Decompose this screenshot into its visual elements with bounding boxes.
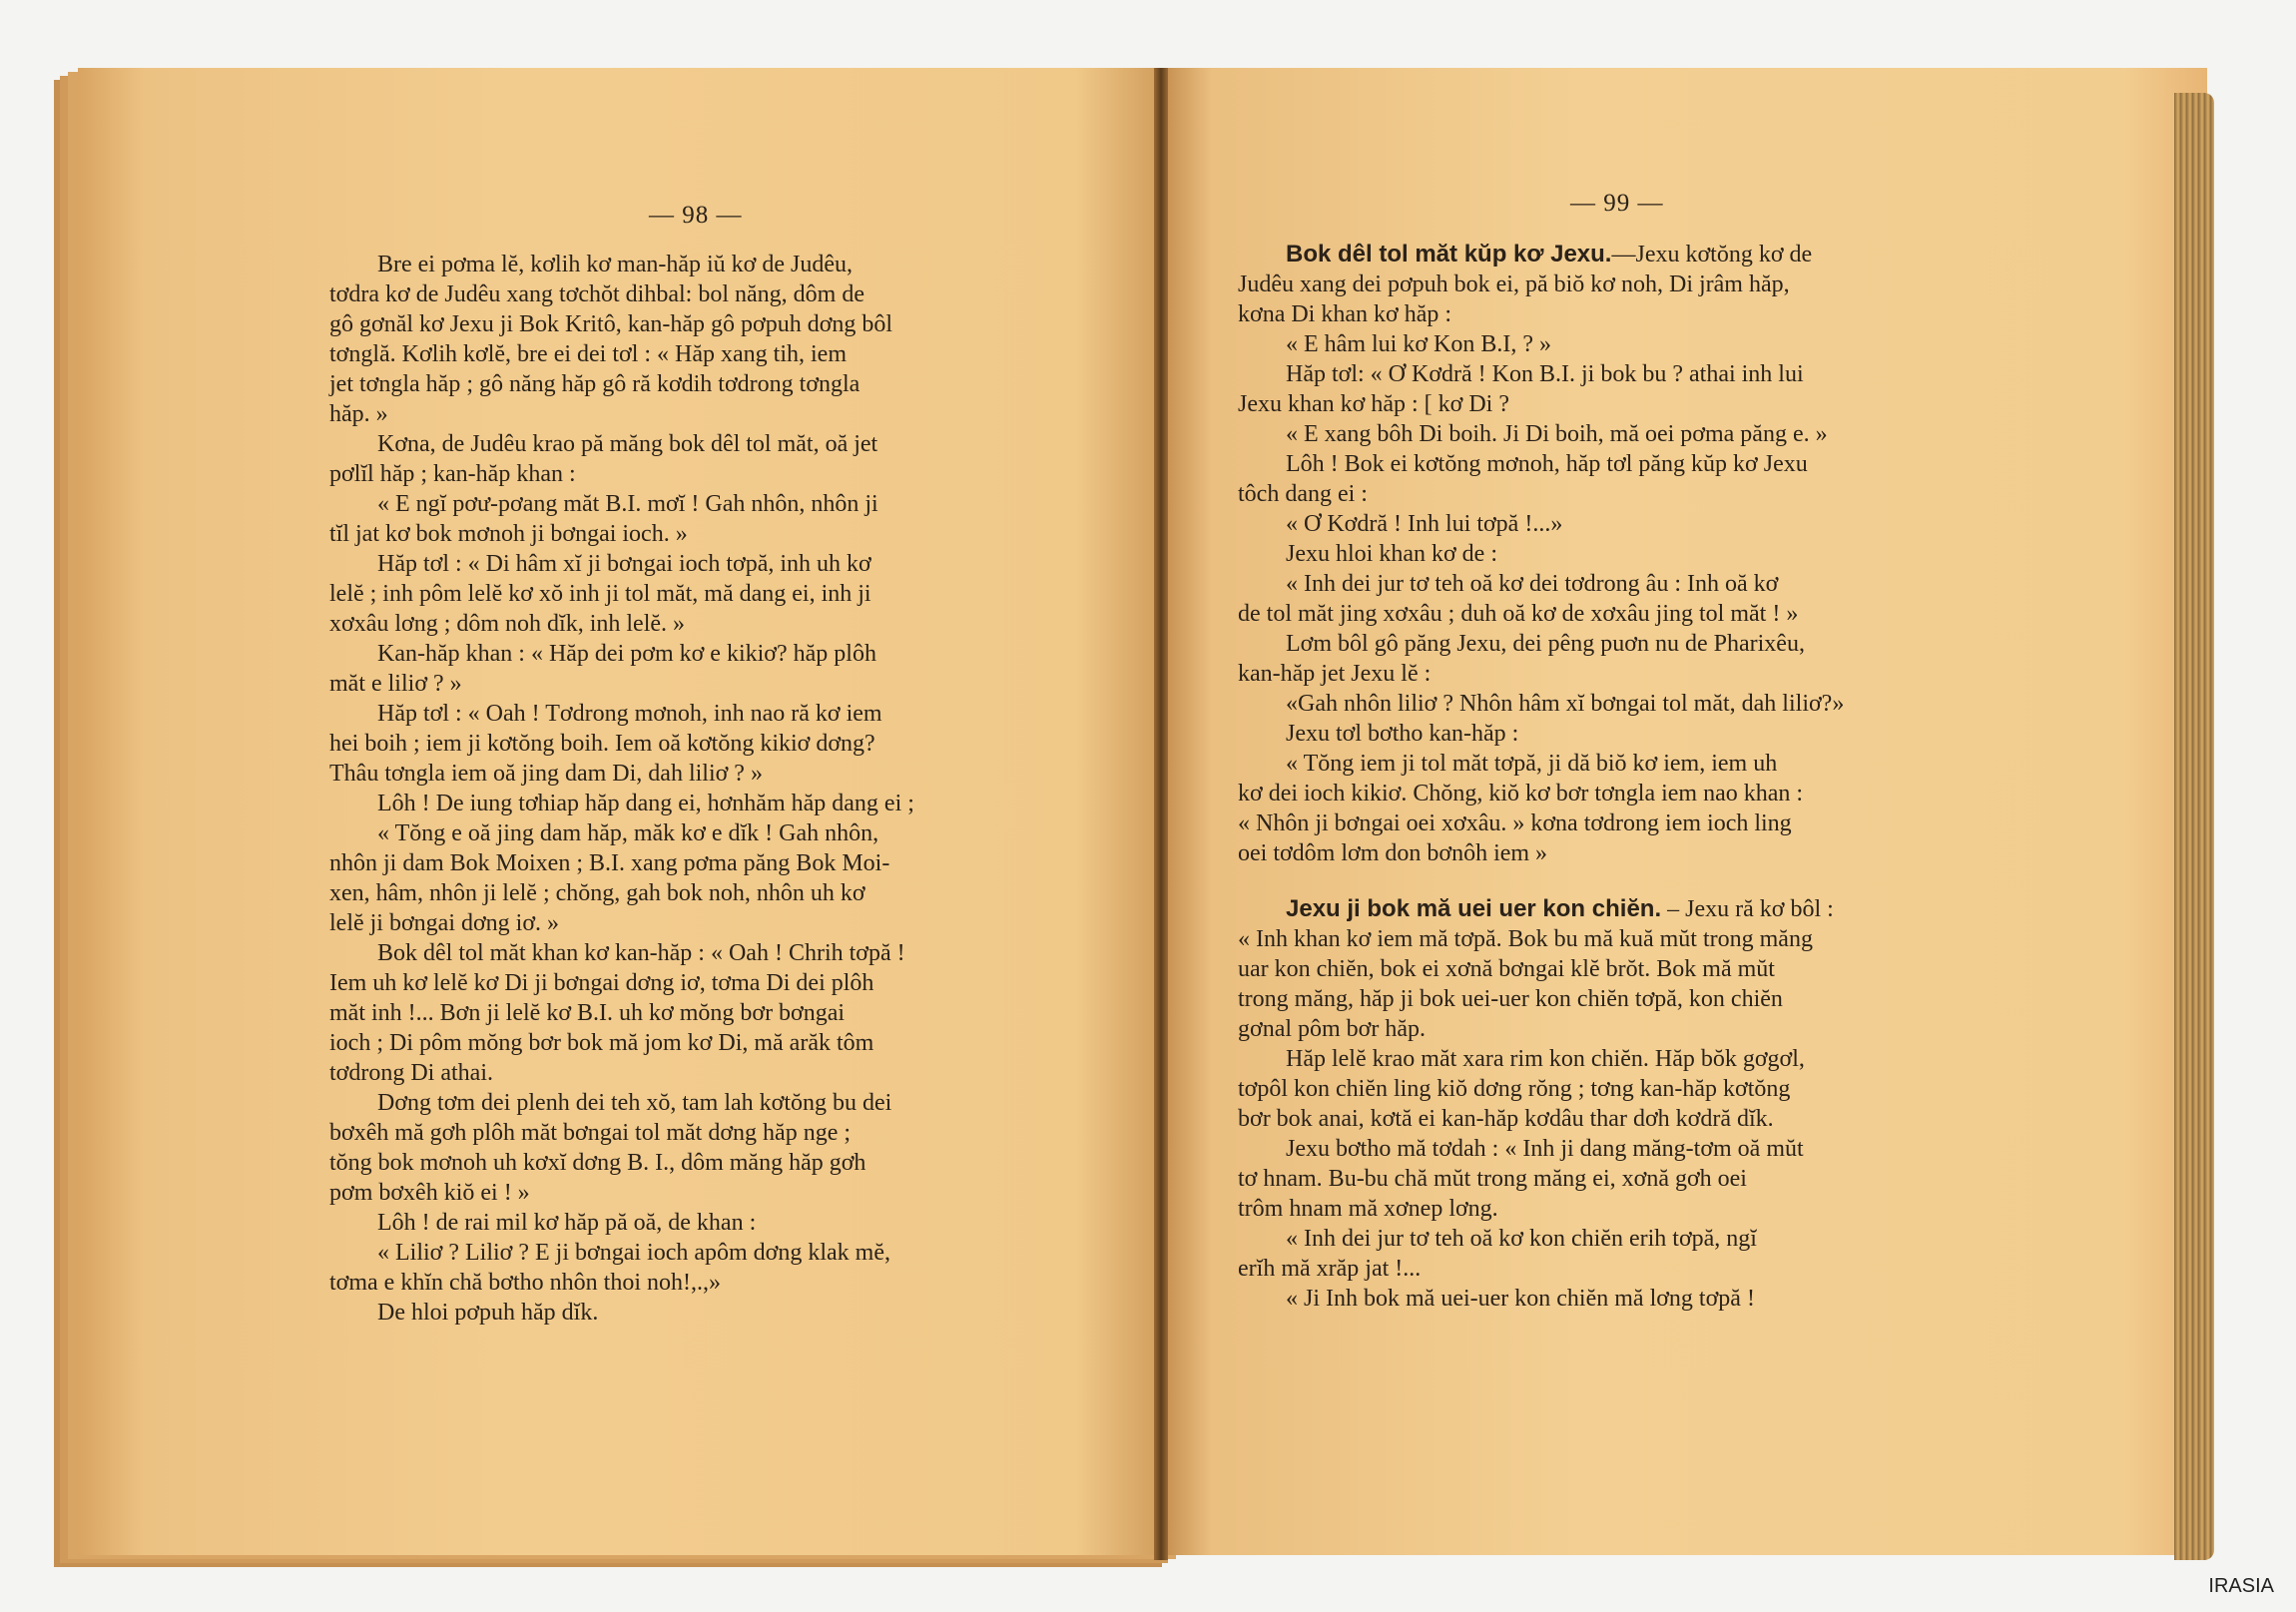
section-paragraph-1 <box>1238 240 1952 269</box>
section-gap <box>1238 868 1952 894</box>
text-line: tơdrong Di athai. <box>329 1060 493 1086</box>
left-page-number: — 98 — <box>649 202 743 229</box>
text-line: ioch ; Di pôm mŏng bơr bok mă jom kơ Di, mă arăk tôm <box>329 1030 874 1056</box>
left-page-text <box>329 250 1043 1328</box>
text-line: lelĕ ; inh pôm lelĕ kơ xŏ inh ji tol măt, mă dang ei, inh ji <box>329 581 871 607</box>
text-line: bơxêh mă gơh plôh măt bơngai tol măt dơng hăp nge ; <box>329 1120 852 1146</box>
section-heading-2: Jexu ji bok mă uei uer kon chiĕn. <box>1286 895 1662 922</box>
section-paragraph-2 <box>1238 894 1952 924</box>
text-line: lelĕ ji bơngai dơng iơ. » <box>329 910 560 936</box>
text-line: trong măng, hăp ji bok uei-uer kon chiĕn tơpă, kon chiĕn <box>1238 986 1783 1012</box>
text-line: Kan-hăp khan : « Hăp dei pơm kơ e kikiơ? hăp plôh <box>377 641 876 667</box>
book-gutter <box>1154 68 1168 1560</box>
right-page-text <box>1238 240 1952 1314</box>
text-line: tơ hnam. Bu-bu chă mŭt trong măng ei, xơnă gơh oei <box>1238 1166 1747 1192</box>
text-line: Iem uh kơ lelĕ kơ Di ji bơngai dơng iơ, tơma Di dei plôh <box>329 970 874 996</box>
text-line: trôm hnam mă xơnep lơng. <box>1238 1196 1498 1222</box>
text-line: Hăp tơl : « Di hâm xĭ ji bơngai ioch tơpă, inh uh kơ <box>377 551 871 577</box>
text-line: —Jexu kơtŏng kơ de <box>1611 242 1813 268</box>
text-line: Lôh ! Bok ei kơtŏng mơnoh, hăp tơl păng kŭp kơ Jexu <box>1286 451 1808 477</box>
text-line: Hăp tơl : « Oah ! Tơdrong mơnoh, inh nao ră kơ iem <box>377 701 882 727</box>
text-line: De hloi pơpuh hăp dĭk. <box>377 1300 599 1326</box>
text-line: Jexu tơl bơtho kan-hăp : <box>1286 721 1519 747</box>
page-edges <box>2174 93 2214 1560</box>
text-line: Jexu bơtho mă tơdah : « Inh ji dang măng-tơm oă mŭt <box>1286 1136 1804 1162</box>
text-line: bơr bok anai, kơtă ei kan-hăp kơdâu thar dơh kơdră dĭk. <box>1238 1106 1774 1132</box>
text-line: pơm bơxêh kiŏ ei ! » <box>329 1180 530 1206</box>
text-line: măt e liliơ ? » <box>329 671 462 697</box>
text-line: tơpôl kon chiĕn ling kiŏ dơng rŏng ; tơng kan-hăp kơtŏng <box>1238 1076 1791 1102</box>
text-line: Hăp lelĕ krao măt xara rim kon chiĕn. Hăp bŏk gơgơl, <box>1286 1046 1805 1072</box>
text-line: Lôh ! De iung tơhiap hăp dang ei, hơnhăm hăp dang ei ; <box>377 791 914 816</box>
text-line: Hăp tơl: « Ơ Kơdră ! Kon B.I. ji bok bu ? athai inh lui <box>1286 361 1804 387</box>
text-line: « Nhôn ji bơngai oei xơxâu. » kơna tơdrong iem ioch ling <box>1238 810 1792 836</box>
text-line: jet tơngla hăp ; gô năng hăp gô ră kơdih tơdrong tơngla <box>329 371 861 397</box>
text-line: hei boih ; iem ji kơtŏng boih. Iem oă kơtŏng kikiơ dơng? <box>329 731 875 757</box>
text-line: pơlĭl hăp ; kan-hăp khan : <box>329 461 576 487</box>
text-line: kơ dei ioch kikiơ. Chŏng, kiŏ kơ bơr tơngla iem nao khan : <box>1238 781 1804 806</box>
text-line: tĭl jat kơ bok mơnoh ji bơngai ioch. » <box>329 521 688 547</box>
text-line: nhôn ji dam Bok Moixen ; B.I. xang pơma păng Bok Moi- <box>329 850 890 876</box>
text-line: kan-hăp jet Jexu lĕ : <box>1238 661 1432 687</box>
text-line: Bre ei pơma lĕ, kơlih kơ man-hăp iŭ kơ de Judêu, <box>377 252 853 277</box>
text-line: – Jexu ră kơ bôl : <box>1661 896 1834 922</box>
text-line: « Inh khan kơ iem mă tơpă. Bok bu mă kuă mŭt trong măng <box>1238 926 1813 952</box>
text-line: xơxâu lơng ; dôm noh dĭk, inh lelĕ. » <box>329 611 686 637</box>
text-line: Thâu tơngla iem oă jing dam Di, dah liliơ ? » <box>329 761 763 787</box>
text-line: tơma e khĭn chă bơtho nhôn thoi noh!,.,» <box>329 1270 721 1296</box>
text-line: Lơm bôl gô păng Jexu, dei pêng puơn nu de Pharixêu, <box>1286 631 1805 657</box>
text-line: Kơna, de Judêu krao pă măng bok dêl tol măt, oă jet <box>377 431 878 457</box>
right-page-number: — 99 — <box>1570 190 1664 217</box>
text-line: Dơng tơm dei plenh dei teh xŏ, tam lah kơtŏng bu dei <box>377 1090 892 1116</box>
text-line: « Tŏng iem ji tol măt tơpă, ji dă biŏ kơ iem, iem uh <box>1286 751 1778 777</box>
text-line: «Gah nhôn liliơ ? Nhôn hâm xĭ bơngai tol măt, dah liliơ?» <box>1286 691 1845 717</box>
section-heading-1: Bok dêl tol măt kŭp kơ Jexu. <box>1286 241 1612 268</box>
text-line: erĭh mă xrăp jat !... <box>1238 1256 1422 1282</box>
text-line: xen, hâm, nhôn ji lelĕ ; chŏng, gah bok noh, nhôn uh kơ <box>329 880 865 906</box>
text-line: hăp. » <box>329 401 388 427</box>
text-line: Jexu hloi khan kơ de : <box>1286 541 1497 567</box>
text-line: gô gơnăl kơ Jexu ji Bok Kritô, kan-hăp gô pơpuh dơng bôl <box>329 311 893 337</box>
text-line: Bok dêl tol măt khan kơ kan-hăp : « Oah ! Chrih tơpă ! <box>377 940 905 966</box>
text-line: tơdra kơ de Judêu xang tơchŏt dihbal: bol năng, dôm de <box>329 281 864 307</box>
text-line: « Ji Inh bok mă uei-uer kon chiĕn mă lơng tơpă ! <box>1286 1286 1755 1312</box>
text-line: « E ngĭ pơư-pơang măt B.I. mơĭ ! Gah nhôn, nhôn ji <box>377 491 878 517</box>
text-line: tơnglă. Kơlih kơlĕ, bre ei dei tơl : « Hăp xang tih, iem <box>329 341 847 367</box>
text-line: Lôh ! de rai mil kơ hăp pă oă, de khan : <box>377 1210 757 1236</box>
text-line: de tol măt jing xơxâu ; duh oă kơ de xơxâu jing tol măt ! » <box>1238 601 1799 627</box>
text-line: « Tŏng e oă jing dam hăp, măk kơ e dĭk ! Gah nhôn, <box>377 820 879 846</box>
text-line: uar kon chiĕn, bok ei xơnă bơngai klĕ brŏt. Bok mă mŭt <box>1238 956 1775 982</box>
text-line: tôch dang ei : <box>1238 481 1368 507</box>
section-body-1 <box>1238 269 1952 868</box>
text-line: « Inh dei jur tơ teh oă kơ dei tơdrong âu : Inh oă kơ <box>1286 571 1779 597</box>
text-line: kơna Di khan kơ hăp : <box>1238 301 1452 327</box>
text-line: măt inh !... Bơn ji lelĕ kơ B.I. uh kơ mŏng bơr bơngai <box>329 1000 846 1026</box>
section-body-2 <box>1238 924 1952 1314</box>
text-line: tŏng bok mơnoh uh kơxĭ dơng B. I., dôm măng hăp gơh <box>329 1150 866 1176</box>
text-line: « Inh dei jur tơ teh oă kơ kon chiĕn erih tơpă, ngĭ <box>1286 1226 1757 1252</box>
text-line: « E hâm lui kơ Kon B.I, ? » <box>1286 331 1551 357</box>
text-line: « E xang bôh Di boih. Ji Di boih, mă oei pơma păng e. » <box>1286 421 1828 447</box>
text-line: oei tơdôm lơm don bơnôh iem » <box>1238 840 1548 866</box>
text-line: « Ơ Kơdră ! Inh lui tơpă !...» <box>1286 511 1563 537</box>
text-line: gơnal pôm bơr hăp. <box>1238 1016 1427 1042</box>
watermark: IRASIA <box>2208 1575 2274 1597</box>
text-line: Jexu khan kơ hăp : [ kơ Di ? <box>1238 391 1509 417</box>
text-line: « Liliơ ? Liliơ ? E ji bơngai ioch apôm dơng klak mĕ, <box>377 1240 890 1266</box>
text-line: Judêu xang dei pơpuh bok ei, pă biŏ kơ noh, Di jrâm hăp, <box>1238 271 1790 297</box>
